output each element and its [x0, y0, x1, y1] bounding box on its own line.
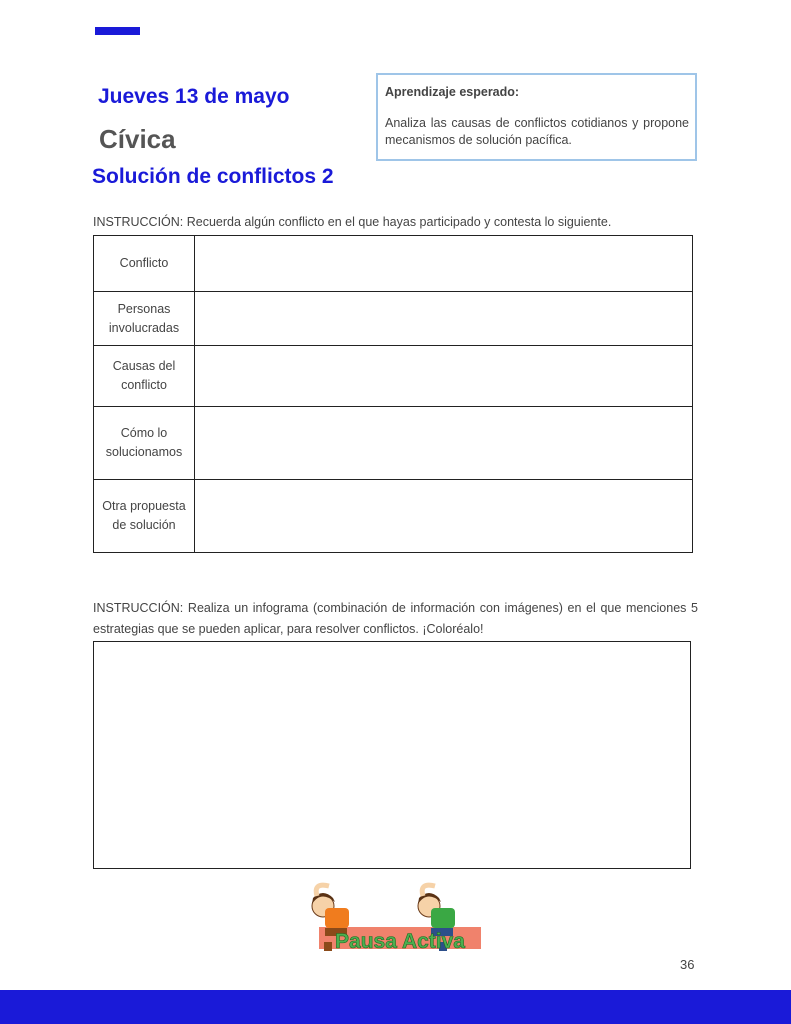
lesson-title: Solución de conflictos 2 — [92, 165, 334, 188]
subject-heading: Cívica — [99, 124, 176, 154]
row-label-como: Cómo lo solucionamos — [94, 407, 195, 480]
row-label-conflicto: Conflicto — [94, 236, 195, 292]
table-row — [94, 292, 693, 346]
bottom-accent-bar — [0, 990, 791, 1024]
page-number: 36 — [680, 957, 695, 972]
table-row — [94, 480, 693, 553]
learning-objective-text: Analiza las causas de conflictos cotidianos y propone mecanismos de solución pacífica. — [385, 116, 689, 147]
conflict-table — [93, 235, 693, 553]
top-accent-bar — [95, 27, 140, 35]
learning-objective-title: Aprendizaje esperado: — [385, 85, 520, 99]
answer-cell[interactable] — [195, 292, 693, 346]
pausa-activa-label: Pausa Activa — [335, 930, 465, 953]
pausa-activa-illustration — [309, 880, 485, 958]
date-heading: Jueves 13 de mayo — [98, 85, 290, 108]
row-label-otra: Otra propuesta de solución — [94, 480, 195, 553]
infographic-drawing-area[interactable] — [93, 641, 691, 869]
row-label-causas: Causas del conflicto — [94, 346, 195, 407]
instruction-2: INSTRUCCIÓN: Realiza un infograma (combinación de información con imágenes) en el que menciones 5 estrategias que se pueden aplicar, para resolver conflictos. ¡Coloréalo! — [93, 601, 698, 636]
table-row — [94, 346, 693, 407]
answer-cell[interactable] — [195, 346, 693, 407]
table-row — [94, 236, 693, 292]
row-label-personas: Personas involucradas — [94, 292, 195, 346]
table-row — [94, 407, 693, 480]
instruction-1: INSTRUCCIÓN: Recuerda algún conflicto en el que hayas participado y contesta lo siguiente. — [93, 215, 612, 229]
answer-cell[interactable] — [195, 407, 693, 480]
answer-cell[interactable] — [195, 236, 693, 292]
learning-objective-box — [376, 73, 697, 161]
answer-cell[interactable] — [195, 480, 693, 553]
